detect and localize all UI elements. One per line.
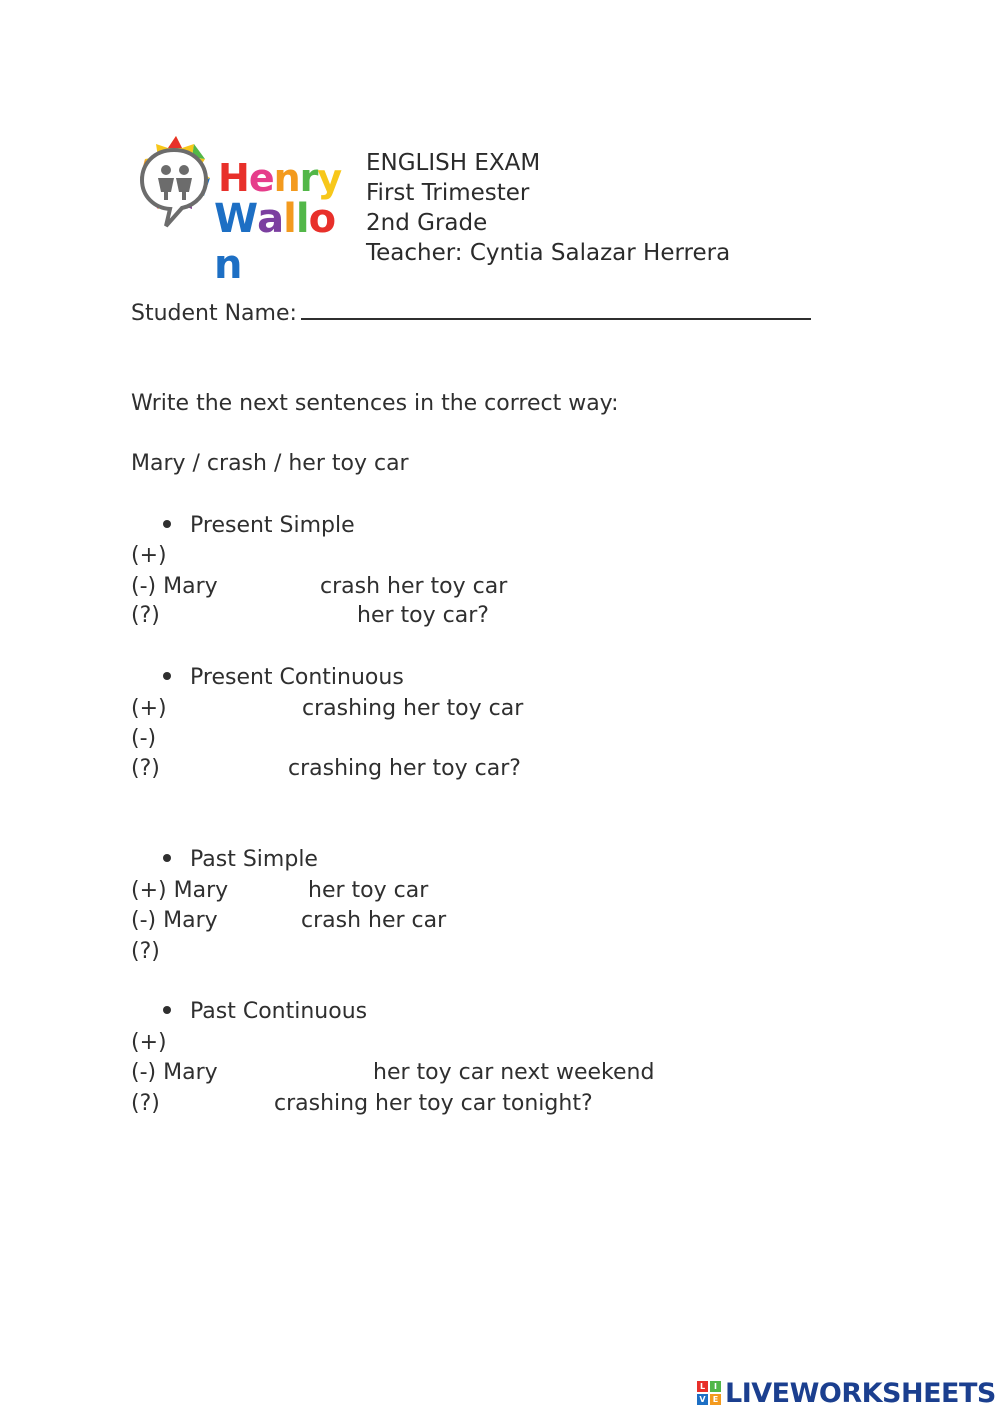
logo-letter: l xyxy=(283,196,296,242)
sentence-fragment: her toy car next weekend xyxy=(373,1060,655,1085)
sentence-line: (+) xyxy=(131,543,167,568)
sentence-fragment: crashing her toy car tonight? xyxy=(274,1091,593,1116)
instructions-text: Write the next sentences in the correct way: xyxy=(131,391,619,416)
sentence-fragment: crash her car xyxy=(301,908,447,933)
sentence-line: (-) xyxy=(131,726,157,751)
logo-letter: W xyxy=(214,196,258,242)
exam-teacher: Teacher: Cyntia Salazar Herrera xyxy=(366,240,731,266)
logo-letter: H xyxy=(218,156,249,200)
liveworksheets-grid-letter: E xyxy=(710,1394,721,1405)
exam-header xyxy=(366,148,730,268)
sentence-line: (?) xyxy=(131,756,160,781)
section-heading: Present Simple xyxy=(163,511,355,541)
logo-wallon-text xyxy=(214,196,355,288)
logo-henry-text xyxy=(218,156,341,200)
liveworksheets-grid-letter: L xyxy=(697,1381,708,1392)
sentence-fragment: crashing her toy car? xyxy=(288,756,521,781)
sentence-line: (+) xyxy=(131,696,167,721)
sentence-line: (?) xyxy=(131,603,160,628)
bullet-icon xyxy=(163,672,171,680)
bullet-icon xyxy=(163,520,171,528)
sentence-line: (?) xyxy=(131,1091,160,1116)
sentence-line: (+) Mary xyxy=(131,878,229,903)
section-heading: Past Continuous xyxy=(163,997,367,1027)
sentence-fragment: her toy car? xyxy=(357,603,489,628)
sentence-line: (-) Mary xyxy=(131,1060,218,1085)
student-name-row xyxy=(131,298,811,329)
logo-letter: a xyxy=(257,196,284,242)
exam-title: ENGLISH EXAM xyxy=(366,150,541,176)
logo-letter: n xyxy=(214,242,242,288)
liveworksheets-grid-letter: V xyxy=(697,1394,708,1405)
sentence-line: (-) Mary xyxy=(131,574,218,599)
sentence-fragment: crashing her toy car xyxy=(302,696,524,721)
bullet-icon xyxy=(163,1006,171,1014)
liveworksheets-grid-letter: I xyxy=(710,1381,721,1392)
logo-emblem-icon xyxy=(130,134,222,234)
sentence-line: (+) xyxy=(131,1030,167,1055)
liveworksheets-text: LIVEWORKSHEETS xyxy=(725,1377,996,1409)
section-heading: Past Simple xyxy=(163,845,318,875)
liveworksheets-logo-icon xyxy=(697,1381,721,1405)
logo-letter: r xyxy=(299,156,318,200)
section-heading: Present Continuous xyxy=(163,663,404,693)
bullet-icon xyxy=(163,854,171,862)
logo-letter: e xyxy=(248,156,274,200)
liveworksheets-brand xyxy=(697,1378,996,1408)
student-name-field[interactable] xyxy=(301,298,811,320)
logo-letter: o xyxy=(308,196,336,242)
logo-letter: y xyxy=(317,156,342,200)
sentence-line: (?) xyxy=(131,939,160,964)
logo-letter: n xyxy=(273,156,300,200)
sentence-fragment: crash her toy car xyxy=(320,574,508,599)
student-name-label: Student Name: xyxy=(131,301,297,326)
sentence-fragment: her toy car xyxy=(308,878,429,903)
exam-term: First Trimester xyxy=(366,180,530,206)
logo-letter: l xyxy=(295,196,309,242)
sentence-prompt: Mary / crash / her toy car xyxy=(131,451,409,476)
sentence-line: (-) Mary xyxy=(131,908,218,933)
school-logo xyxy=(130,134,355,288)
exam-grade: 2nd Grade xyxy=(366,210,488,236)
